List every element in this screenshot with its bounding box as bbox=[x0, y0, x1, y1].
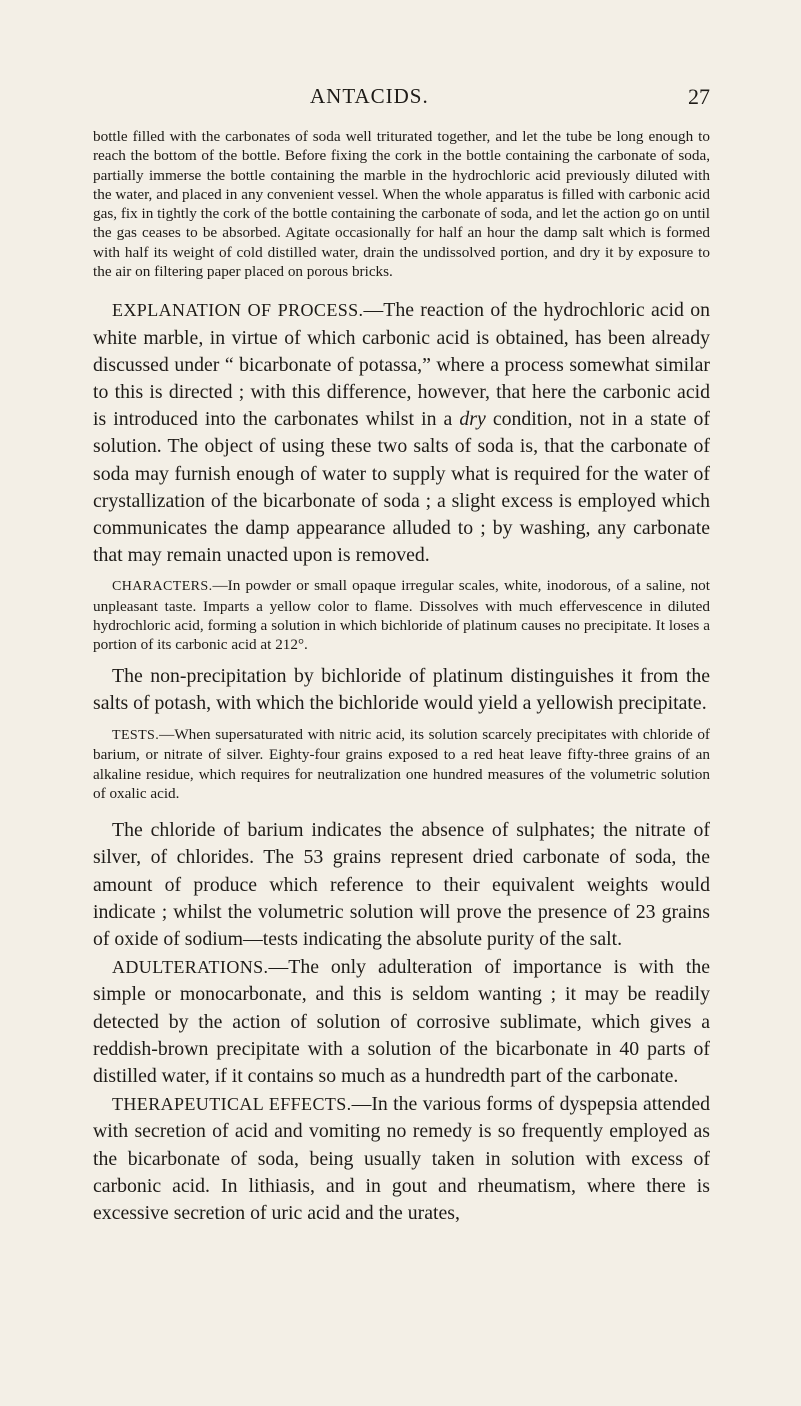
paragraph-text: The non-precipitation by bichloride of platinum distinguishes it from the salts of potash, with which the bichloride would yield a yellowish precipitate. bbox=[93, 664, 710, 714]
paragraph-non-precipitation bbox=[93, 663, 710, 717]
paragraph-text: —In the various forms of dyspepsia attended with secretion of acid and vomiting no remedy is so frequently employed as the bicarbonate of soda, being usually taken in solution with excess of carbonic acid. In lithiasis, and in gout and rheumatism, where there is excessive secretion of uric acid and the urates, bbox=[93, 1093, 710, 1225]
section-lead-characters: CHARACTERS. bbox=[112, 579, 213, 595]
paragraph-therapeutical-effects bbox=[93, 1091, 710, 1227]
section-lead-tests: TESTS. bbox=[112, 728, 160, 743]
running-title: ANTACIDS. bbox=[310, 84, 429, 108]
page-number: 27 bbox=[688, 84, 710, 109]
emphasis-dry: dry bbox=[459, 408, 486, 431]
paragraph-text: bottle filled with the carbonates of soda well triturated together, and let the tube be long enough to reach the bottom of the bottle. Before fixing the cork in the bottle containing the carbonate of soda, partially immerse the bottle containing the marble in the hydrochloric acid previously diluted with the water, and placed in any convenient vessel. When the whole apparatus is filled with carbonic acid gas, fix in tightly the cork of the bottle containing the carbonate of soda, and let the action go on until the gas ceases to be absorbed. Agitate occasionally for half an hour the damp salt which is formed with half its weight of cold distilled water, drain the undissolved portion, and dry it by exposure to the air on filtering paper placed on porous bricks. bbox=[93, 128, 710, 281]
section-lead-adulterations: ADULTERATIONS. bbox=[112, 957, 269, 978]
paragraph-explanation-of-process bbox=[93, 297, 710, 569]
paragraph-characters bbox=[93, 576, 710, 654]
paragraph-text: —The only adulteration of importance is with the simple or monocarbonate, and this is seldom wanting ; it may be readily detected by the action of solution of corrosive sublimate, which gives a reddish-brown precipitate with a solution of the bicarbonate in 40 parts of distilled water, if it contains so much as a hundredth part of the carbonate. bbox=[93, 956, 710, 1088]
section-lead-explanation: EXPLANATION OF PROCESS. bbox=[112, 300, 364, 321]
paragraph-text: condition, not in a state of solution. The object of using these two salts of soda is, that the carbonate of soda may furnish enough of water to supply what is required for the water of crystallization of the bicarbonate of soda ; a slight excess is employed which communicates the damp appearance alluded to ; by washing, any carbonate that may remain unacted upon is removed. bbox=[93, 408, 710, 567]
paragraph-text: The chloride of barium indicates the absence of sulphates; the nitrate of silver, of chlorides. The 53 grains represent dried carbonate of soda, the amount of produce which reference to their equivalent weights would indicate ; whilst the volumetric solution will prove the presence of 23 grains of oxide of sodium—tests indicating the absolute purity of the salt. bbox=[93, 819, 710, 950]
running-head bbox=[120, 84, 710, 112]
paragraph-adulterations bbox=[93, 954, 710, 1090]
paragraph-chloride-of-barium bbox=[93, 817, 710, 953]
paragraph-text: —The reaction of the hydrochloric acid on white marble, in virtue of which carbonic acid is obtained, has been already discussed under “ bicarbonate of potassa,” where a process somewhat similar to this is directed ; with this difference, however, that here the carbonic acid is introduced into the carbonates whilst in a bbox=[93, 299, 710, 431]
section-lead-therapeutical: THERAPEUTICAL EFFECTS. bbox=[112, 1094, 352, 1115]
paragraph-process-continuation bbox=[93, 127, 710, 281]
paragraph-text: —When supersaturated with nitric acid, its solution scarcely precipitates with chloride of barium, or nitrate of silver. Eighty-four grains exposed to a red heat leave fifty-three grains of an alkaline residue, which requires for neutralization one hundred measures of the volumetric solution of oxalic acid. bbox=[93, 726, 710, 802]
paragraph-text: —In powder or small opaque irregular scales, white, inodorous, of a saline, not unpleasant taste. Imparts a yellow color to flame. Dissolves with much effervescence in diluted hydrochloric acid, forming a solution in which bichloride of platinum causes no precipitate. It loses a portion of its carbonic acid at 212°. bbox=[93, 577, 710, 654]
page-body bbox=[93, 127, 710, 1227]
paragraph-tests bbox=[93, 725, 710, 803]
